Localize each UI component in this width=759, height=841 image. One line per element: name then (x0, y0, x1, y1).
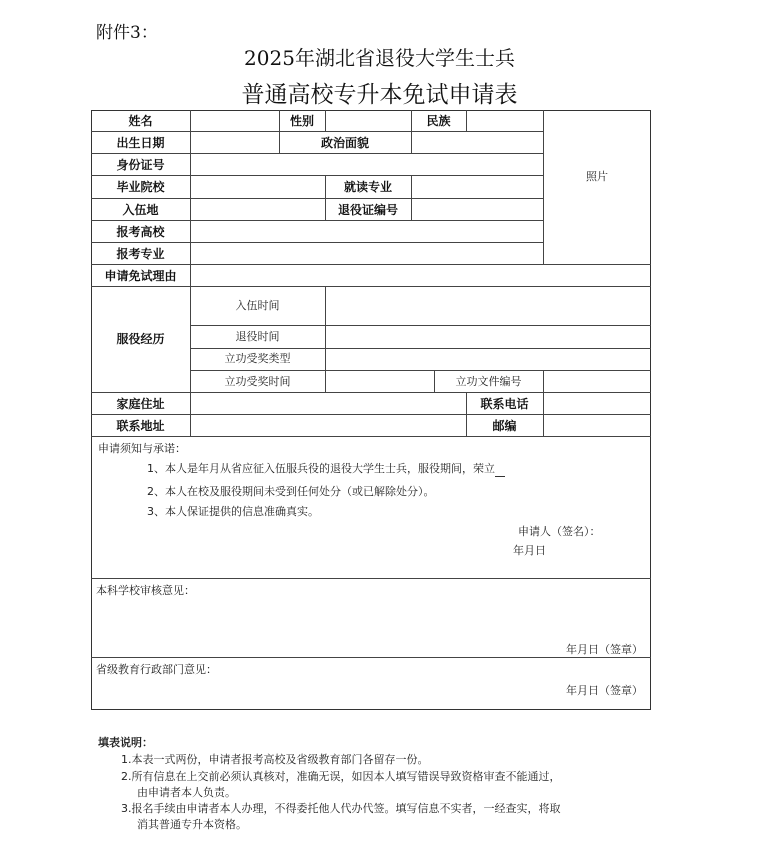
label-enlistment-place: 入伍地 (122, 203, 159, 217)
label-award-time: 立功受奖时间 (224, 375, 291, 388)
school-review-date-seal: 年月日（签章） (566, 643, 643, 656)
pledge-date: 年月日 (513, 544, 546, 557)
attachment-label: 附件3： (96, 23, 158, 43)
label-veteran-cert-no: 退役证编号 (337, 203, 398, 217)
instructions-heading: 填表说明： (98, 736, 153, 749)
label-graduated-school: 毕业院校 (116, 180, 165, 194)
label-postcode: 邮编 (492, 419, 517, 433)
province-review-heading: 省级教育行政部门意见： (96, 663, 217, 676)
pledge-item-3: 3、本人保证提供的信息准确真实。 (147, 505, 319, 518)
label-exemption-reason: 申请免试理由 (104, 269, 177, 283)
label-discharge-time: 退役时间 (235, 330, 280, 343)
label-award-doc-no: 立功文件编号 (455, 375, 522, 388)
form-title-line1: 2025年湖北省退役大学生士兵 (244, 46, 515, 70)
instructions-item-3b: 消其普通专升本资格。 (137, 818, 247, 831)
label-award-type: 立功受奖类型 (224, 352, 291, 365)
pledge-heading: 申请须知与承诺： (98, 442, 186, 455)
label-enlist-time: 入伍时间 (235, 299, 280, 312)
label-mail-address: 联系地址 (116, 419, 165, 433)
instructions-item-3a: 3.报名手续由申请者本人办理，不得委托他人代办代签。填写信息不实者，一经查实，将取 (121, 802, 561, 815)
label-major-studied: 就读专业 (343, 180, 392, 194)
label-home-address: 家庭住址 (116, 397, 165, 411)
label-phone: 联系电话 (480, 397, 529, 411)
instructions-item-1: 1.本表一式两份，申请者报考高校及省级教育部门各留存一份。 (121, 753, 429, 766)
label-id-number: 身份证号 (116, 158, 165, 172)
label-birthdate: 出生日期 (116, 136, 165, 150)
label-apply-school: 报考高校 (116, 225, 165, 239)
pledge-item-1: 1、本人是年月从省应征入伍服兵役的退役大学生士兵，服役期间，荣立 (147, 462, 505, 477)
form-title-line2: 普通高校专升本免试申请表 (241, 82, 518, 108)
instructions-item-2b: 由申请者本人负责。 (137, 786, 236, 799)
applicant-signature: 申请人（签名）： (518, 525, 601, 538)
pledge-item-2: 2、本人在校及服役期间未受到任何处分（或已解除处分）。 (147, 485, 435, 498)
instructions-item-2a: 2.所有信息在上交前必须认真核对，准确无误，如因本人填写错误导致资格审查不能通过， (121, 770, 561, 783)
label-service-history: 服役经历 (116, 332, 165, 346)
label-political-status: 政治面貌 (320, 136, 369, 150)
label-apply-major: 报考专业 (116, 247, 165, 261)
province-review-date-seal: 年月日（签章） (566, 684, 643, 697)
label-gender: 性别 (289, 114, 314, 128)
label-name: 姓名 (128, 114, 153, 128)
label-photo: 照片 (586, 170, 608, 183)
label-ethnicity: 民族 (426, 114, 451, 128)
school-review-heading: 本科学校审核意见： (96, 584, 195, 597)
